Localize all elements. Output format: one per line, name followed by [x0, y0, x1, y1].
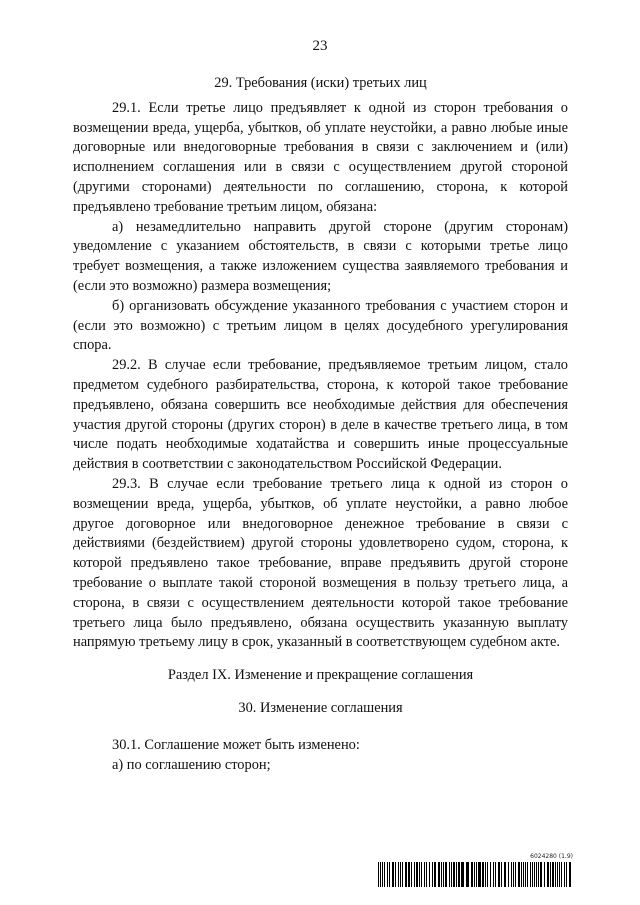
section-ix-title: Раздел IX. Изменение и прекращение соглашения [167, 667, 474, 684]
paragraph-30-1-a: а) по соглашению сторон; [112, 756, 271, 773]
paragraph-29-2: 29.2. В случае если требование, предъявляемое третьим лицом, стало предметом судебного разбирательства, сторона, к которой такое требование предъявлено, обязана совершить все необходимые действия для обеспечения участия другой стороны (других сторон) в деле в качестве третьего лица, в том числе подать необходимые ходатайства и совершить иные процессуальные действия в соответствии с законодательством Российской Федерации. [73, 357, 568, 473]
page-number: 23 [312, 38, 328, 54]
paragraph-29-1-b: б) организовать обсуждение указанного требования с участием сторон и (если это возможно) с третьим лицом в целях досудебного урегулирования спора. [73, 297, 568, 354]
section-29-title: 29. Требования (иски) третьих лиц [214, 75, 427, 91]
paragraph-29-1: 29.1. Если третье лицо предъявляет к одной из сторон требования о возмещении вреда, ущерба, убытков, об уплате неустойки, а равно любые иные договорные или внедоговорные требования в связи с заключением и (или) исполнением соглашения или в связи с осуществлением другой стороной (другими сторонами) деятельности по соглашению, сторона, к которой предъявлено требование третьим лицом, обязана: [73, 99, 568, 215]
paragraph-30-1: 30.1. Соглашение может быть изменено: [112, 736, 360, 753]
document-body [73, 74, 568, 775]
paragraph-29-3: 29.3. В случае если требование третьего лица к одной из сторон о возмещении вреда, ущерба, убытков, об уплате неустойки, а равно любое другое договорное или внедоговорное денежное требование в связи с действиями (бездействием) другой стороны удовлетворено судом, сторона, к которой предъявлено такое требование, вправе предъявить другой стороне требование о выплате такой стороной возмещения в пользу третьего лица, а сторона, в связи с осуществлением деятельности которой такое требование третьего лица было предъявлено, обязана осуществить указанную выплату напрямую третьему лицу в срок, указанный в соответствующем судебном акте. [73, 475, 568, 651]
barcode-icon [378, 862, 573, 887]
section-30-title: 30. Изменение соглашения [238, 699, 403, 716]
barcode-block [378, 853, 573, 887]
barcode-caption: 6024280 (1.9) [530, 853, 573, 860]
paragraph-29-1-a: а) незамедлительно направить другой стороне (другим сторонам) уведомление с указанием обстоятельств, в связи с которыми третье лицо требует возмещения, а также изложением существа заявляемого требования и (если это возможно) размера возмещения; [73, 218, 568, 294]
